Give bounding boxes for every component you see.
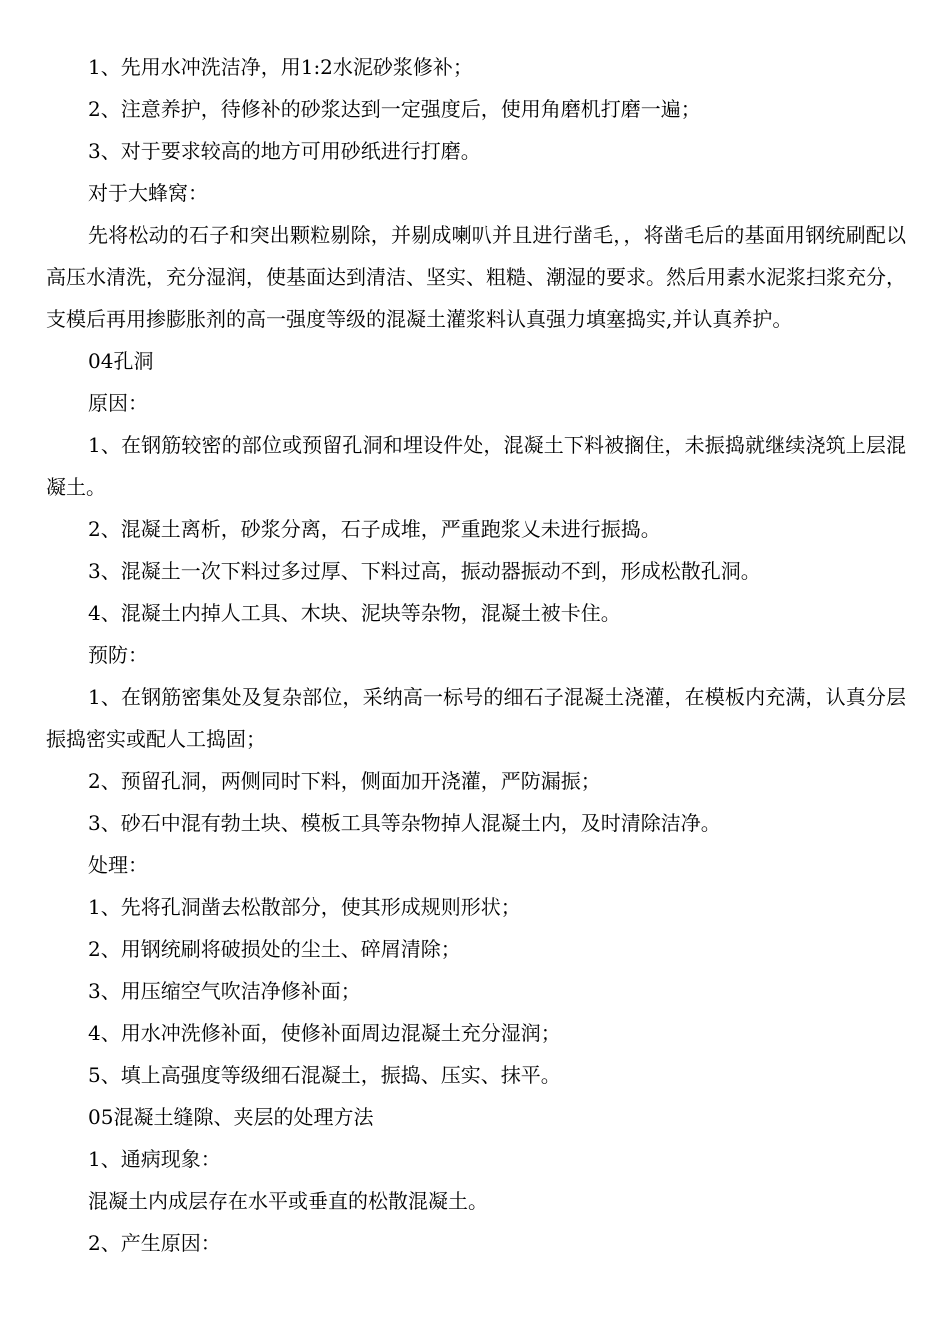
paragraph-treatment-4: 4、用水冲洗修补面，使修补面周边混凝土充分湿润； — [88, 1021, 561, 1045]
paragraph-treatment-5: 5、填上高强度等级细石混凝土，振捣、压实、抹平。 — [88, 1063, 561, 1087]
paragraph-cause-4: 4、混凝土内掉人工具、木块、泥块等杂物，混凝土被卡住。 — [88, 601, 621, 625]
paragraph-causes-heading-2: 2、产生原因： — [88, 1231, 221, 1255]
paragraph-treatment-1: 1、先将孔洞凿去松散部分，使其形成规则形状； — [88, 895, 521, 919]
paragraph-treatment-2: 2、用钢统刷将破损处的尘土、碎屑清除； — [88, 937, 461, 961]
paragraph-prevention-1: 1、在钢筋密集处及复杂部位，采纳高一标号的细石子混凝土浇灌，在模板内充满，认真分层振捣密实或配人工捣固； — [46, 685, 906, 751]
section-heading-cracks-layers: 05混凝土缝隙、夹层的处理方法 — [88, 1105, 374, 1129]
paragraph-prevention-2: 2、预留孔洞，两侧同时下料，侧面加开浇灌，严防漏振； — [88, 769, 601, 793]
paragraph-cause-1: 1、在钢筋较密的部位或预留孔洞和埋设件处，混凝土下料被搁住，未振捣就继续浇筑上层混凝土。 — [46, 433, 906, 499]
paragraph-treatment-3: 3、用压缩空气吹洁净修补面； — [88, 979, 361, 1003]
paragraph-prevention-3: 3、砂石中混有勃土块、模板工具等杂物掉人混凝土内，及时清除洁净。 — [88, 811, 721, 835]
paragraph-repair-step-1: 1、先用水冲洗洁净，用1:2水泥砂浆修补； — [88, 55, 473, 79]
paragraph-cause-2: 2、混凝土离析，砂浆分离，石子成堆，严重跑浆乂未进行振捣。 — [88, 517, 661, 541]
paragraph-cause-3: 3、混凝土一次下料过多过厚、下料过高，振动器振动不到，形成松散孔洞。 — [88, 559, 761, 583]
paragraph-large-honeycomb-body: 先将松动的石子和突出颗粒剔除，并剔成喇叭并且进行凿毛，，将凿毛后的基面用钢统刷配以高压水清洗，充分湿润，使基面达到清洁、坚实、粗糙、潮湿的要求。然后用素水泥浆扫浆充分，支模后再用掺膨胀剂的高一强度等级的混凝土灌浆料认真强力填塞捣实,并认真养护。 — [46, 223, 906, 331]
paragraph-prevention-heading: 预防： — [88, 643, 148, 667]
section-heading-holes: 04孔洞 — [88, 349, 154, 373]
paragraph-symptom-body: 混凝土内成层存在水平或垂直的松散混凝土。 — [88, 1189, 488, 1213]
paragraph-treatment-heading: 处理： — [88, 853, 148, 877]
paragraph-symptom-heading: 1、通病现象： — [88, 1147, 221, 1171]
paragraph-repair-step-3: 3、对于要求较高的地方可用砂纸进行打磨。 — [88, 139, 481, 163]
paragraph-large-honeycomb-heading: 对于大蜂窝： — [88, 181, 208, 205]
paragraph-repair-step-2: 2、注意养护，待修补的砂浆达到一定强度后，使用角磨机打磨一遍； — [88, 97, 701, 121]
paragraph-causes-heading: 原因： — [88, 391, 148, 415]
